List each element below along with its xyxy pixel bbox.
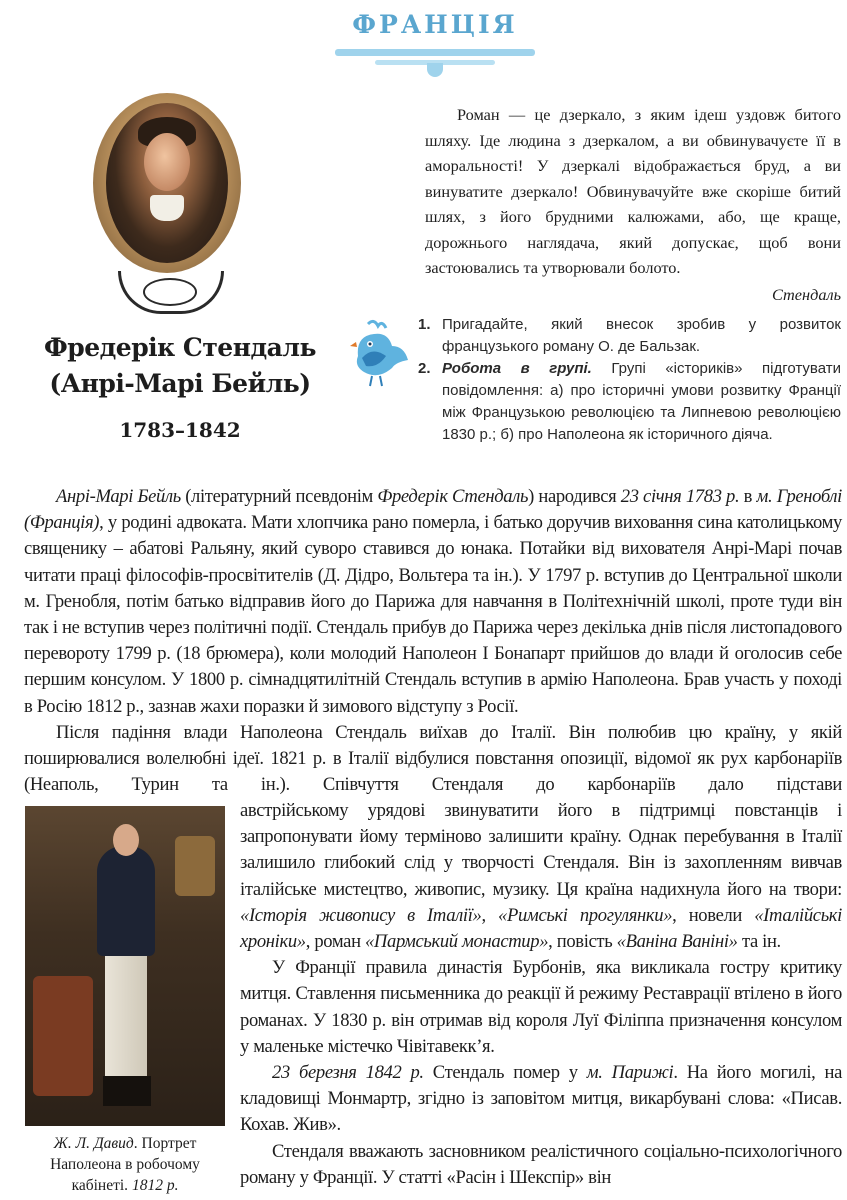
text-segment: Стендаля вважають засновником реалістичного соціально-психологічного роману у Франції. У статті «Расін і Шекспір» він: [240, 1140, 842, 1188]
task-number: 2.: [418, 360, 431, 377]
task-text: Пригадайте, який внесок зробив у розвиток французького роману О. де Бальзак.: [442, 316, 841, 355]
task-text: Групі «істориків» підготувати повідомлення: а) про історичні умови розвитку Франції між Французькою революцією та Липневою революцією 1830 р.; б) про Наполеона як історичного діяча.: [442, 360, 841, 443]
biography-text: [24, 484, 842, 798]
figure-caption: [22, 1133, 228, 1196]
task-item: [418, 314, 841, 358]
text-segment: , новели: [672, 904, 755, 926]
emphasized-text: «Пармський монастир»: [364, 931, 549, 953]
task-item: [418, 358, 841, 446]
paragraph: [240, 1060, 842, 1139]
epigraph-author: Стендаль: [771, 284, 841, 304]
paragraph: [240, 1139, 842, 1191]
stendhal-portrait: [88, 93, 248, 311]
emphasized-text: 23 січня 1783 р.: [620, 486, 740, 507]
writer-dates: 1783–1842: [119, 418, 241, 442]
writer-real-name: (Анрі-Марі Бейль): [49, 369, 311, 398]
emphasized-text: «Римські прогулянки»: [498, 904, 673, 926]
emphasized-text: «Італійські хроніки»: [240, 904, 842, 953]
text-segment: , повість: [548, 931, 617, 953]
emphasized-text: «Історія живопису в Італії»: [240, 904, 482, 926]
task-lead: Робота в групі.: [442, 360, 592, 377]
text-segment: У Франції правила династія Бурбонів, яка викликала гостру критику митця. Ставлення письменника до реакції й режиму Реставрації втілено в його романах. У 1830 р. він отримав від короля Луї Філіппа призначення консулом у маленьке містечко Чівітавеккʼя.: [240, 957, 842, 1057]
epigraph-text: Роман — це дзеркало, з яким ідеш уздовж битого шляху. Іде людина з дзеркалом, а ви обвинувачуєте її в аморальності! У дзеркалі відображається бруд, а ви винуватите дзеркало! Обвинувачуйте вже скоріше битий шлях, з його брудними калюжами, або, ще краще, дорожнього наглядача, який допускає, щоб вони застоювались та утворювали болото.: [425, 105, 841, 277]
text-segment: та ін.: [737, 931, 781, 953]
paragraph: [24, 720, 842, 799]
task-number: 1.: [418, 316, 431, 333]
text-segment: австрійському урядові звинуватити його в підтримці повстанців і запропонувати йому терміново залишити країну. Однак перебування в Італії залишило глибокий слід у творчості Стендаля. Він із захопленням вивчав італійське мистецтво, живопис, музику. Ця країна надихнула його на твори:: [240, 800, 842, 900]
text-segment: ,: [481, 904, 499, 926]
emphasized-text: «Ваніна Ваніні»: [616, 931, 738, 953]
text-segment: ) народився: [528, 486, 621, 507]
emphasized-text: Фредерік Стендаль: [377, 486, 529, 507]
paragraph: [240, 955, 842, 1060]
task-list: [418, 314, 841, 446]
text-segment: , у родині адвоката. Мати хлопчика рано померла, і батько доручив виховання сина католицькому священику – абатові Ральяну, який суворо ставився до юнака. Потайки від вихователя Анрі-Марі почав читати праці філософів-просвітителів (Д. Дідро, Вольтера та ін.). У 1797 р. вступив до Центральної школи м. Гренобля, потім батько відправив його до Парижа для навчання в Політехнічній школі, проте туди він так і не вступив через політичні події. Стендаль прибув до Парижа через декілька днів після листопадового перевороту 1799 р. (18 брюмера), коли молодий Наполеон І Бонапарт прийшов до влади й оголосив себе першим консулом. У 1800 р. сімнадцятилітній Стендаль вступив в армію Наполеона. Брав участь у поході в Росію 1812 р., зазнав жахи поразки й зимового відступу з Росії.: [24, 512, 842, 717]
text-segment: Після падіння влади Наполеона Стендаль виїхав до Італії. Він полюбив цю країну, у якій поширювалися волелюбні ідеї. 1821 р. в Італії відбулися повстання опозиції, відомої як рух карбонаріїв (Неаполь, Турин та ін.). Співчуття Стендаля до карбонаріїв дало підстави: [24, 721, 842, 796]
emphasized-text: Анрі-Марі Бейль: [56, 486, 181, 507]
text-segment: . На його могилі, на кладовищі Монмартр, згідно із заповітом митця, викарбувані слова: «Писав. Кохав. Жив».: [240, 1062, 843, 1136]
emphasized-text: 1812 р.: [131, 1177, 179, 1194]
biography-text-column: [240, 798, 842, 1191]
header-ornament: [335, 43, 535, 77]
section-header: [330, 10, 540, 77]
emphasized-text: м. Парижі: [586, 1062, 674, 1084]
text-segment: (літературний псевдонім: [180, 486, 378, 507]
emphasized-text: 23 березня 1842 р.: [272, 1062, 424, 1084]
paragraph: [240, 798, 842, 955]
emphasized-text: м. Греноблі (Франція): [24, 486, 842, 534]
text-segment: , роман: [305, 931, 365, 953]
bird-icon: [348, 316, 412, 388]
section-title: ФРАНЦІЯ: [352, 10, 518, 39]
text-segment: Стендаль помер у: [423, 1062, 587, 1084]
text-segment: . Портрет Наполеона в робочому кабінеті.: [50, 1135, 200, 1194]
napoleon-painting: [25, 806, 225, 1126]
emphasized-text: Ж. Л. Давид: [53, 1135, 134, 1152]
epigraph: [425, 102, 841, 307]
paragraph: [24, 484, 842, 720]
writer-name: [20, 330, 340, 402]
text-segment: в: [739, 486, 757, 507]
writer-pseudonym: Фредерік Стендаль: [44, 333, 316, 362]
